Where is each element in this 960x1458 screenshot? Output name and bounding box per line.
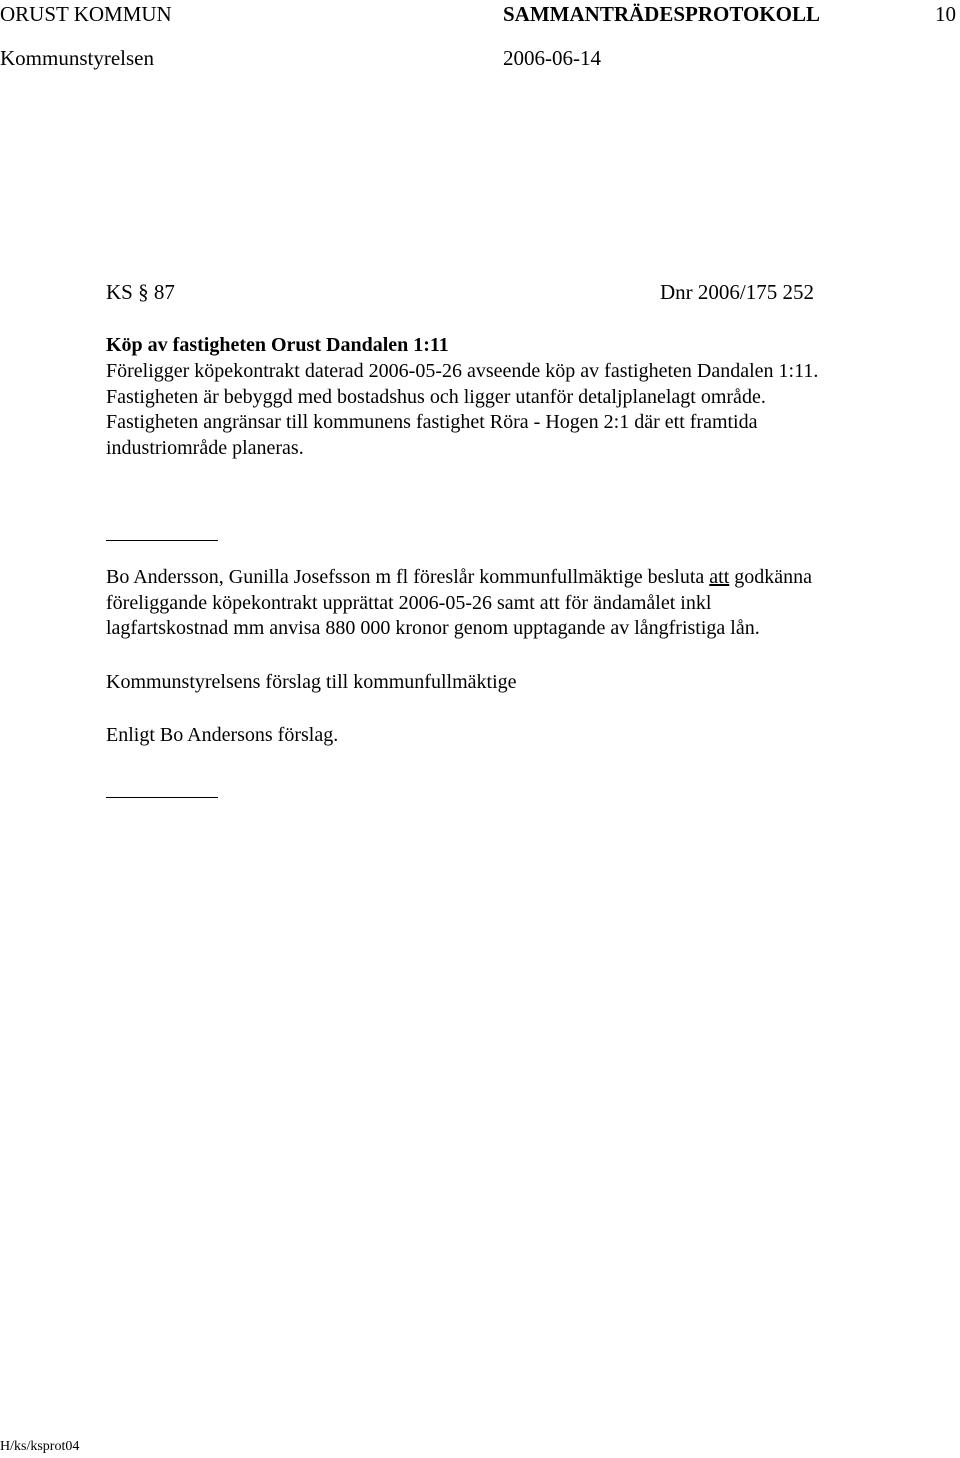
- motion-line: föreliggande köpekontrakt upprättat 2006-05-26 samt att för ändamålet inkl: [106, 591, 712, 614]
- separator-rule: [106, 797, 218, 798]
- diary-number: Dnr 2006/175 252: [660, 280, 814, 304]
- underlined-att: att: [709, 566, 730, 588]
- separator-rule: [106, 540, 218, 541]
- meeting-date: 2006-06-14: [503, 46, 601, 70]
- item-heading: Köp av fastigheten Orust Dandalen 1:11: [106, 334, 449, 356]
- ks-section-number: KS § 87: [106, 280, 175, 304]
- page-number: 10: [935, 2, 956, 26]
- motion-line-end: godkänna: [729, 566, 813, 588]
- department-name: Kommunstyrelsen: [0, 46, 154, 70]
- footer-file-path: H/ks/ksprot04: [0, 1439, 80, 1454]
- motion-line: [106, 565, 926, 591]
- proposal-heading: Kommunstyrelsens förslag till kommunfullmäktige: [106, 671, 517, 693]
- motion-line: lagfartskostnad mm anvisa 880 000 kronor genom upptagande av långfristiga lån.: [106, 617, 760, 639]
- background-line: industriområde planeras.: [106, 436, 304, 459]
- motion-paragraph: [106, 565, 926, 642]
- background-line: Fastigheten angränsar till kommunens fastighet Röra - Hogen 2:1 där ett framtida: [106, 411, 758, 433]
- motion-line-start: Bo Andersson, Gunilla Josefsson m fl föreslår kommunfullmäktige besluta: [106, 566, 710, 588]
- document-title: SAMMANTRÄDESPROTOKOLL: [503, 2, 820, 26]
- proposal-text: Enligt Bo Andersons förslag.: [106, 724, 339, 746]
- organization-name: ORUST KOMMUN: [0, 2, 172, 26]
- background-line: Föreligger köpekontrakt daterad 2006-05-26 avseende köp av fastigheten Dandalen 1:11.: [106, 360, 819, 382]
- background-line: Fastigheten är bebyggd med bostadshus och ligger utanför detaljplanelagt område.: [106, 385, 766, 408]
- background-paragraph: [106, 359, 926, 461]
